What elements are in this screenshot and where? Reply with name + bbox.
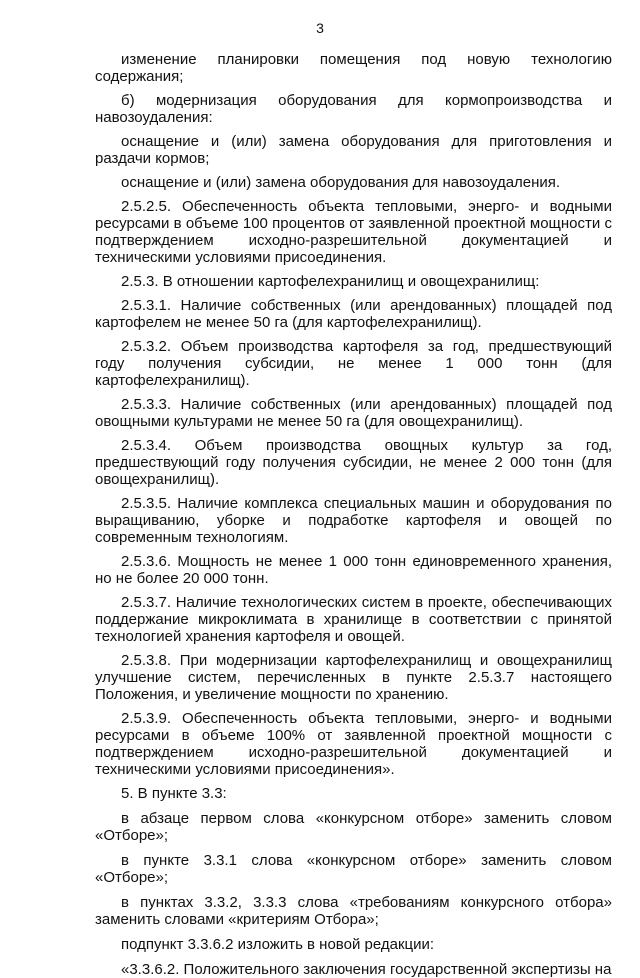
paragraph-2-5-3-8: 2.5.3.8. При модернизации картофелехранилищ и овощехранилищ улучшение систем, перечисленных в пункте 2.5.3.7 настоящего Положения, и увеличение мощности по хранению.	[95, 652, 612, 703]
paragraph-3-3-1-change: в пункте 3.3.1 слова «конкурсном отборе» заменить словом «Отборе»;	[95, 852, 612, 886]
paragraph-3-3-2-3-3-3-change: в пунктах 3.3.2, 3.3.3 слова «требованиям конкурсного отбора» заменить словами «критериям Отбора»;	[95, 894, 612, 928]
paragraph-2-5-3-9: 2.5.3.9. Обеспеченность объекта тепловыми, энерго- и водными ресурсами в объеме 100% от заявленной проектной мощности с подтверждением исходно-разрешительной документацией и техническими условиями присоединения».	[95, 710, 612, 778]
document-body	[95, 51, 612, 978]
paragraph-2-5-3-1: 2.5.3.1. Наличие собственных (или арендованных) площадей под картофелем не менее 50 га (для картофелехранилищ).	[95, 297, 612, 331]
paragraph-2-5-3-5: 2.5.3.5. Наличие комплекса специальных машин и оборудования по выращиванию, уборке и подработке картофеля и овощей по современным технологиям.	[95, 495, 612, 546]
paragraph-2-5-3-7: 2.5.3.7. Наличие технологических систем в проекте, обеспечивающих поддержание микроклимата в хранилище в соответствии с принятой технологией хранения картофеля и овощей.	[95, 594, 612, 645]
paragraph-2-5-3-4: 2.5.3.4. Объем производства овощных культур за год, предшествующий году получения субсидии, не менее 2 000 тонн (для овощехранилищ).	[95, 437, 612, 488]
paragraph-feed-equipment: оснащение и (или) замена оборудования для приготовления и раздачи кормов;	[95, 133, 612, 167]
paragraph-2-5-3: 2.5.3. В отношении картофелехранилищ и овощехранилищ:	[121, 273, 540, 290]
paragraph-2-5-3-6: 2.5.3.6. Мощность не менее 1 000 тонн единовременного хранения, но не более 20 000 тонн.	[95, 553, 612, 587]
paragraph-2-5-3-3: 2.5.3.3. Наличие собственных (или арендованных) площадей под овощными культурами не менее 50 га (для овощехранилищ).	[95, 396, 612, 430]
page-number: 3	[316, 20, 324, 36]
paragraph-item-5: 5. В пункте 3.3:	[121, 785, 227, 802]
paragraph-layout-change: изменение планировки помещения под новую технологию содержания;	[95, 51, 612, 85]
paragraph-3-3-6-2-intro: подпункт 3.3.6.2 изложить в новой редакции:	[121, 936, 435, 953]
paragraph-3-3-6-2-new-text: «3.3.6.2. Положительного заключения государственной экспертизы на	[121, 961, 612, 978]
paragraph-first-clause-change: в абзаце первом слова «конкурсном отборе» заменить словом «Отборе»;	[95, 810, 612, 844]
paragraph-2-5-3-2: 2.5.3.2. Объем производства картофеля за год, предшествующий году получения субсидии, не менее 1 000 тонн (для картофелехранилищ).	[95, 338, 612, 389]
paragraph-manure-equipment: оснащение и (или) замена оборудования для навозоудаления.	[121, 174, 561, 191]
paragraph-2-5-2-5: 2.5.2.5. Обеспеченность объекта тепловыми, энерго- и водными ресурсами в объеме 100 процентов от заявленной проектной мощности с подтверждением исходно-разрешительной документацией и техническими условиями присоединения.	[95, 198, 612, 266]
paragraph-equipment-modernization: б) модернизация оборудования для кормопроизводства и навозоудаления:	[95, 92, 612, 126]
